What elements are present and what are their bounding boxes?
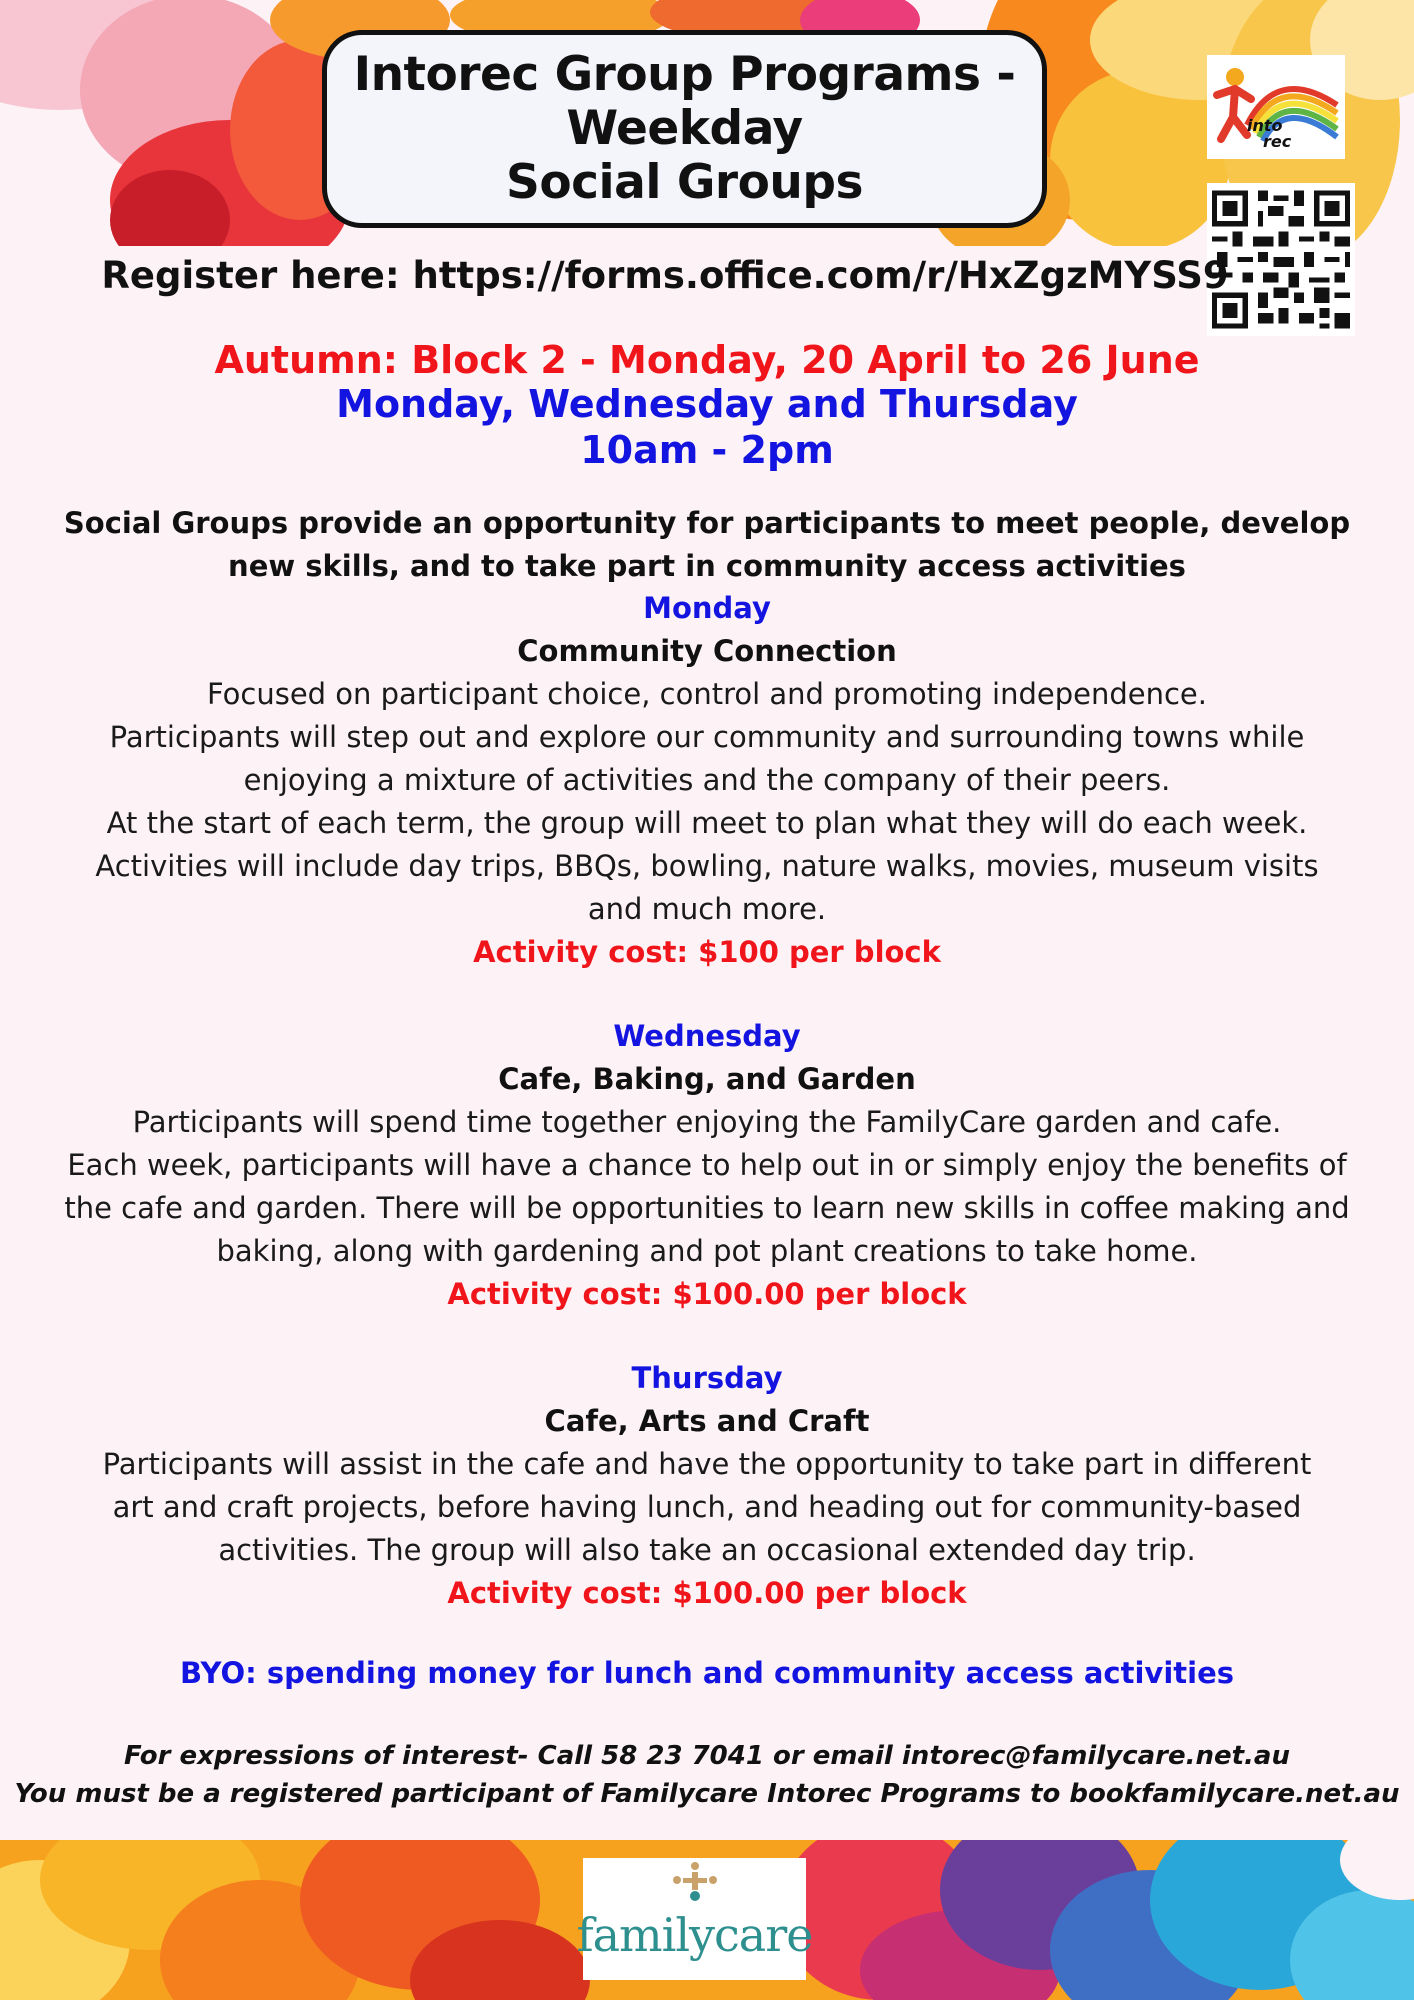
program-cost: Activity cost: $100 per block <box>473 935 941 969</box>
title-box <box>322 30 1047 228</box>
program-day: Wednesday <box>613 1019 801 1053</box>
footer-contact <box>0 1737 1414 1813</box>
program-wednesday <box>40 1015 1374 1316</box>
program-monday <box>40 587 1374 974</box>
program-description: Each week, participants will have a chance to help out in or simply enjoy the benefits of the cafe and garden. There will be opportunities to learn new skills in coffee making and baking, along with gardening and pot plant creations to take home. <box>64 1148 1350 1268</box>
program-cost: Activity cost: $100.00 per block <box>447 1576 967 1610</box>
program-description: Participants will spend time together enjoying the FamilyCare garden and cafe. <box>132 1105 1282 1139</box>
program-day: Monday <box>643 591 771 625</box>
program-description: Participants will step out and explore our community and surrounding towns while enjoying a mixture of activities and the company of their peers. <box>109 720 1305 797</box>
program-name: Cafe, Baking, and Garden <box>498 1062 916 1096</box>
program-time: 10am - 2pm <box>580 428 834 472</box>
svg-text:into: into <box>1247 116 1283 135</box>
intorec-logo <box>1207 55 1345 159</box>
title-line-2: Weekday <box>566 101 803 156</box>
svg-text:rec: rec <box>1263 132 1292 151</box>
byo-note: BYO: spending money for lunch and community access activities <box>179 1656 1234 1690</box>
title-line-1: Intorec Group Programs - <box>353 47 1016 102</box>
program-cost: Activity cost: $100.00 per block <box>447 1277 967 1311</box>
program-description: Activities will include day trips, BBQs, bowling, nature walks, movies, museum visits and much more. <box>95 849 1319 926</box>
program-days: Monday, Wednesday and Thursday <box>336 382 1078 426</box>
title-line-3: Social Groups <box>506 155 863 210</box>
familycare-emblem-icon <box>665 1858 725 1908</box>
familycare-logo <box>576 1858 813 1980</box>
footer-line-1: For expressions of interest- Call 58 23 7041 or email intorec@familycare.net.au <box>124 1741 1290 1771</box>
footer-line-2: You must be a registered participant of Familycare Intorec Programs to bookfamilycare.net.au <box>14 1779 1400 1809</box>
program-description: At the start of each term, the group will meet to plan what they will do each week. <box>106 806 1308 840</box>
program-day: Thursday <box>631 1361 783 1395</box>
register-link[interactable]: Register here: https://forms.office.com/r/HxZgzMYSS9 <box>101 254 1229 297</box>
program-name: Community Connection <box>517 634 897 668</box>
intro-text: Social Groups provide an opportunity for participants to meet people, develop new skills, and to take part in community access activities <box>63 506 1351 583</box>
program-name: Cafe, Arts and Craft <box>544 1404 870 1438</box>
intorec-logo-graphic <box>1207 55 1345 159</box>
program-thursday <box>40 1357 1374 1615</box>
program-description: Focused on participant choice, control and promoting independence. <box>207 677 1207 711</box>
familycare-logo-text: familycare <box>576 1908 813 1962</box>
program-description: Participants will assist in the cafe and have the opportunity to take part in different art and craft projects, before having lunch, and heading out for community-based activities. The group will also take an occasional extended day trip. <box>102 1447 1312 1567</box>
season-dates: Autumn: Block 2 - Monday, 20 April to 26 June <box>214 338 1200 382</box>
